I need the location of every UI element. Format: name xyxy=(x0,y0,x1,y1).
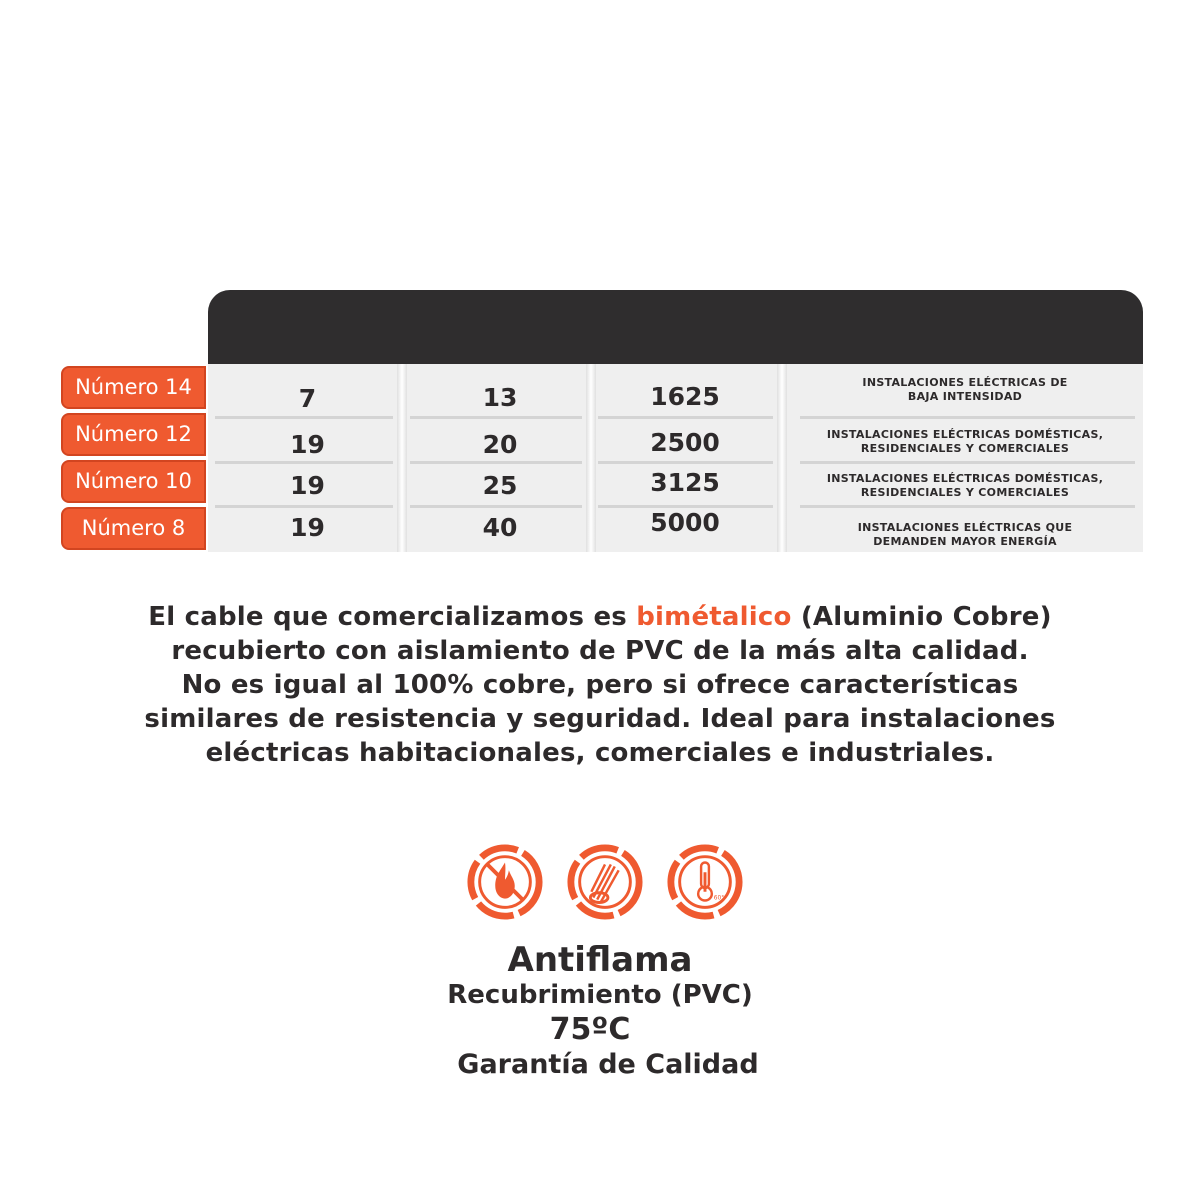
row-divider xyxy=(410,461,582,464)
row-divider xyxy=(215,505,393,508)
feature-temperatura: 75ºC xyxy=(549,1012,631,1047)
thermometer-icon xyxy=(666,843,744,921)
row-divider xyxy=(410,505,582,508)
cell-watts: 3125 xyxy=(650,468,720,497)
cable-strands-icon xyxy=(566,843,644,921)
feature-garantia: Garantía de Calidad xyxy=(457,1049,759,1080)
cell-watts: 2500 xyxy=(650,428,720,457)
cell-watts: 5000 xyxy=(650,508,720,537)
feature-antiflama: Antiflama xyxy=(507,940,693,980)
row-divider xyxy=(215,416,393,419)
accent-word: bimétalico xyxy=(636,602,792,632)
header-watts: WATTS xyxy=(641,22,725,46)
row-divider xyxy=(598,461,773,464)
cell-recomendacion: INSTALACIONES ELÉCTRICAS DOMÉSTICAS, RESIDENCIALES Y COMERCIALES xyxy=(826,472,1104,499)
cell-hilos: 7 xyxy=(298,384,317,413)
thermometer-label: 60° xyxy=(713,895,725,902)
cell-recomendacion: INSTALACIONES ELÉCTRICAS DOMÉSTICAS, RESIDENCIALES Y COMERCIALES xyxy=(826,428,1104,455)
row-divider xyxy=(598,416,773,419)
table-header xyxy=(208,290,1143,364)
cell-amperaje: 13 xyxy=(482,383,518,412)
header-hilos: HILOS xyxy=(276,25,349,49)
cell-hilos: 19 xyxy=(290,430,325,459)
no-flame-icon xyxy=(466,843,544,921)
cell-hilos: 19 xyxy=(290,513,325,542)
row-divider xyxy=(800,461,1135,464)
row-label-numero-14: Número 14 xyxy=(61,366,206,409)
row-divider xyxy=(215,461,393,464)
cell-watts: 1625 xyxy=(650,382,720,411)
row-label-numero-10: Número 10 xyxy=(61,460,206,503)
cell-hilos: 19 xyxy=(290,471,325,500)
cell-recomendacion: INSTALACIONES ELÉCTRICAS QUE DEMANDEN MAYOR ENERGÍA xyxy=(857,521,1073,548)
row-divider xyxy=(800,416,1135,419)
cell-amperaje: 40 xyxy=(482,513,518,542)
row-label-numero-12: Número 12 xyxy=(61,413,206,456)
feature-recubrimiento: Recubrimiento (PVC) xyxy=(447,980,753,1010)
cell-amperaje: 25 xyxy=(482,471,518,500)
cell-amperaje: 20 xyxy=(482,430,518,459)
header-recomendacion: RECOMENDACIÓN xyxy=(864,22,1076,46)
row-label-numero-8: Número 8 xyxy=(61,507,206,550)
header-amperaje: AMPERAJE xyxy=(434,25,558,49)
row-divider xyxy=(410,416,582,419)
cell-recomendacion: INSTALACIONES ELÉCTRICAS DE BAJA INTENSIDAD xyxy=(862,376,1068,403)
row-divider xyxy=(800,505,1135,508)
product-description: El cable que comercializamos es bimétalico (Aluminio Cobre) recubierto con aislamiento de PVC de la más alta calidad. No es igual al 100% cobre, pero si ofrece características similares de resistencia y seguridad. Ideal para instalaciones eléctricas habitacionales, comerciales e industriales. xyxy=(144,602,1056,768)
